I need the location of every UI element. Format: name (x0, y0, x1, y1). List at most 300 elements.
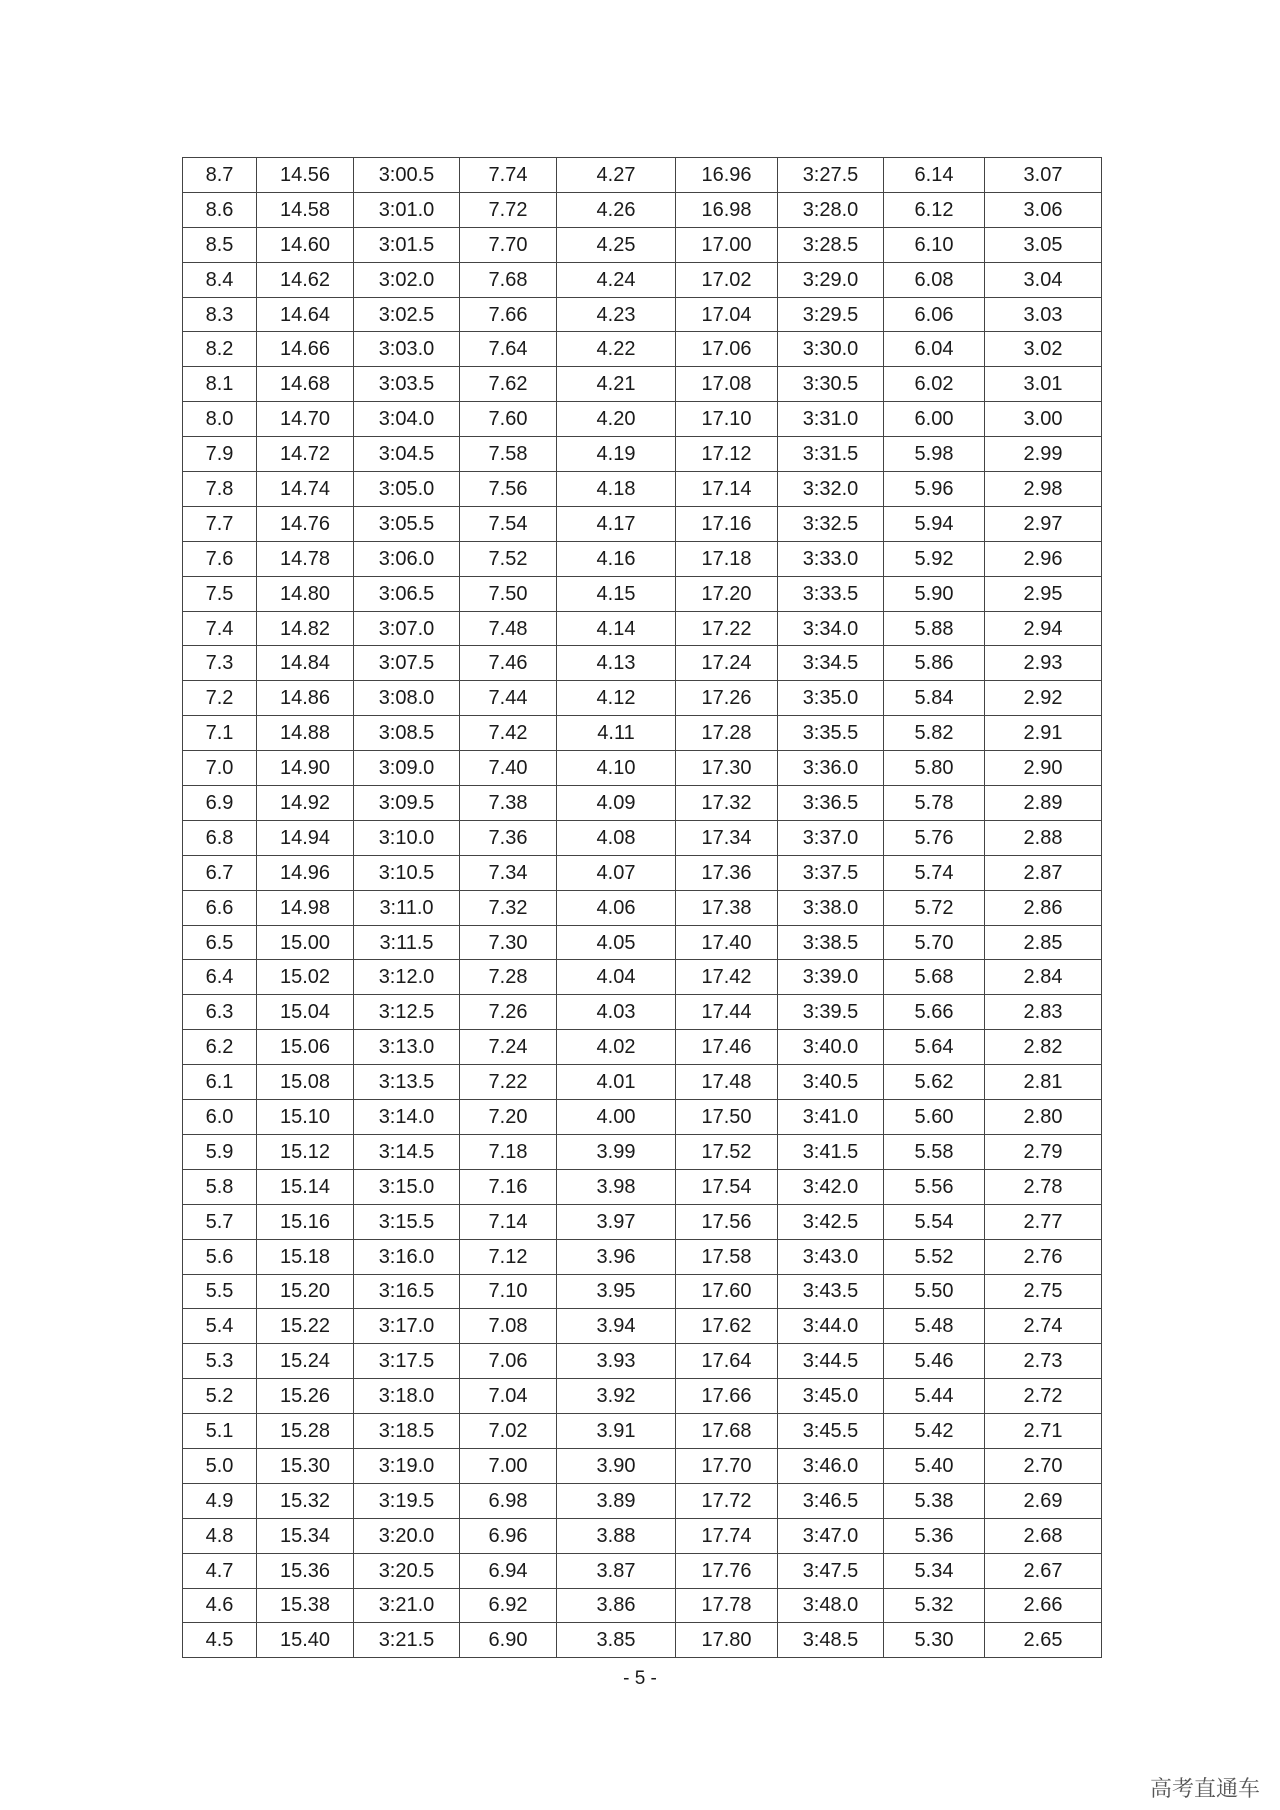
table-cell: 2.70 (985, 1448, 1102, 1483)
table-cell: 14.56 (257, 158, 354, 193)
table-row (183, 1414, 1102, 1449)
table-cell: 3:33.5 (778, 576, 884, 611)
table-cell: 3:40.0 (778, 1030, 884, 1065)
table-cell: 3.01 (985, 367, 1102, 402)
table-cell: 6.12 (884, 192, 985, 227)
table-cell: 3:07.5 (354, 646, 460, 681)
table-cell: 4.11 (557, 716, 676, 751)
table-cell: 5.96 (884, 472, 985, 507)
table-cell: 7.36 (460, 820, 557, 855)
table-cell: 6.96 (460, 1518, 557, 1553)
table-cell: 7.72 (460, 192, 557, 227)
table-row (183, 1204, 1102, 1239)
table-cell: 5.84 (884, 681, 985, 716)
table-cell: 15.14 (257, 1169, 354, 1204)
table-cell: 5.66 (884, 995, 985, 1030)
table-cell: 3:47.5 (778, 1553, 884, 1588)
table-cell: 5.42 (884, 1414, 985, 1449)
table-cell: 15.12 (257, 1134, 354, 1169)
table-cell: 6.10 (884, 227, 985, 262)
table-row (183, 332, 1102, 367)
table-cell: 3:20.5 (354, 1553, 460, 1588)
table-cell: 3.87 (557, 1553, 676, 1588)
table-cell: 4.12 (557, 681, 676, 716)
table-cell: 2.74 (985, 1309, 1102, 1344)
table-cell: 17.18 (676, 541, 778, 576)
table-cell: 4.5 (183, 1623, 257, 1658)
table-cell: 4.20 (557, 402, 676, 437)
table-cell: 4.8 (183, 1518, 257, 1553)
table-cell: 5.64 (884, 1030, 985, 1065)
table-cell: 3:37.0 (778, 820, 884, 855)
table-cell: 2.84 (985, 960, 1102, 995)
table-cell: 3:41.0 (778, 1100, 884, 1135)
table-cell: 17.20 (676, 576, 778, 611)
table-row (183, 437, 1102, 472)
table-cell: 5.40 (884, 1448, 985, 1483)
table-cell: 3:29.5 (778, 297, 884, 332)
table-cell: 5.60 (884, 1100, 985, 1135)
table-cell: 15.00 (257, 925, 354, 960)
table-cell: 2.73 (985, 1344, 1102, 1379)
table-cell: 8.1 (183, 367, 257, 402)
table-cell: 3:35.0 (778, 681, 884, 716)
table-cell: 4.07 (557, 855, 676, 890)
table-cell: 17.22 (676, 611, 778, 646)
table-cell: 7.70 (460, 227, 557, 262)
table-cell: 2.67 (985, 1553, 1102, 1588)
table-cell: 3:39.5 (778, 995, 884, 1030)
table-cell: 15.04 (257, 995, 354, 1030)
table-cell: 7.22 (460, 1065, 557, 1100)
table-cell: 2.89 (985, 786, 1102, 821)
table-cell: 3.04 (985, 262, 1102, 297)
table-cell: 2.81 (985, 1065, 1102, 1100)
table-row (183, 786, 1102, 821)
table-row (183, 158, 1102, 193)
table-cell: 7.44 (460, 681, 557, 716)
table-cell: 3:14.5 (354, 1134, 460, 1169)
table-cell: 14.62 (257, 262, 354, 297)
table-row (183, 402, 1102, 437)
table-row (183, 1065, 1102, 1100)
table-row (183, 995, 1102, 1030)
table-cell: 8.0 (183, 402, 257, 437)
table-cell: 5.58 (884, 1134, 985, 1169)
table-cell: 17.78 (676, 1588, 778, 1623)
table-cell: 7.46 (460, 646, 557, 681)
table-cell: 5.7 (183, 1204, 257, 1239)
table-cell: 2.85 (985, 925, 1102, 960)
table-cell: 3:43.0 (778, 1239, 884, 1274)
table-cell: 2.77 (985, 1204, 1102, 1239)
table-cell: 3:12.0 (354, 960, 460, 995)
table-cell: 4.17 (557, 506, 676, 541)
table-row (183, 1134, 1102, 1169)
table-cell: 7.02 (460, 1414, 557, 1449)
table-cell: 16.98 (676, 192, 778, 227)
table-cell: 7.24 (460, 1030, 557, 1065)
table-cell: 17.38 (676, 890, 778, 925)
table-cell: 3:47.0 (778, 1518, 884, 1553)
table-cell: 7.2 (183, 681, 257, 716)
table-cell: 7.42 (460, 716, 557, 751)
table-cell: 14.76 (257, 506, 354, 541)
table-cell: 2.86 (985, 890, 1102, 925)
table-cell: 3:04.0 (354, 402, 460, 437)
table-cell: 6.3 (183, 995, 257, 1030)
table-cell: 14.90 (257, 751, 354, 786)
table-cell: 3:29.0 (778, 262, 884, 297)
table-cell: 7.58 (460, 437, 557, 472)
table-cell: 6.04 (884, 332, 985, 367)
table-cell: 17.08 (676, 367, 778, 402)
table-cell: 7.04 (460, 1379, 557, 1414)
table-cell: 3:41.5 (778, 1134, 884, 1169)
table-cell: 2.65 (985, 1623, 1102, 1658)
table-cell: 3:45.5 (778, 1414, 884, 1449)
table-cell: 2.78 (985, 1169, 1102, 1204)
table-cell: 5.82 (884, 716, 985, 751)
table-cell: 17.40 (676, 925, 778, 960)
table-cell: 17.28 (676, 716, 778, 751)
table-cell: 3.07 (985, 158, 1102, 193)
table-cell: 17.80 (676, 1623, 778, 1658)
table-cell: 17.66 (676, 1379, 778, 1414)
table-cell: 3:06.0 (354, 541, 460, 576)
table-cell: 3:37.5 (778, 855, 884, 890)
table-cell: 3:30.0 (778, 332, 884, 367)
table-cell: 17.46 (676, 1030, 778, 1065)
table-cell: 5.50 (884, 1274, 985, 1309)
table-cell: 4.15 (557, 576, 676, 611)
table-cell: 17.34 (676, 820, 778, 855)
table-cell: 5.62 (884, 1065, 985, 1100)
table-cell: 17.50 (676, 1100, 778, 1135)
table-cell: 14.86 (257, 681, 354, 716)
table-cell: 7.14 (460, 1204, 557, 1239)
table-cell: 7.62 (460, 367, 557, 402)
table-cell: 2.96 (985, 541, 1102, 576)
table-cell: 7.7 (183, 506, 257, 541)
table-row (183, 855, 1102, 890)
table-row (183, 506, 1102, 541)
table-cell: 15.32 (257, 1483, 354, 1518)
table-cell: 2.92 (985, 681, 1102, 716)
table-cell: 4.19 (557, 437, 676, 472)
table-cell: 17.74 (676, 1518, 778, 1553)
table-cell: 7.56 (460, 472, 557, 507)
table-cell: 14.98 (257, 890, 354, 925)
table-row (183, 1274, 1102, 1309)
table-cell: 3:13.0 (354, 1030, 460, 1065)
table-cell: 3:08.0 (354, 681, 460, 716)
table-cell: 5.76 (884, 820, 985, 855)
table-cell: 15.10 (257, 1100, 354, 1135)
table-cell: 3:18.0 (354, 1379, 460, 1414)
table-cell: 5.38 (884, 1483, 985, 1518)
table-cell: 4.04 (557, 960, 676, 995)
table-row (183, 297, 1102, 332)
table-cell: 3:32.0 (778, 472, 884, 507)
table-cell: 3:08.5 (354, 716, 460, 751)
table-cell: 14.84 (257, 646, 354, 681)
table-cell: 3.89 (557, 1483, 676, 1518)
table-cell: 17.32 (676, 786, 778, 821)
table-cell: 17.58 (676, 1239, 778, 1274)
table-cell: 4.7 (183, 1553, 257, 1588)
table-cell: 3.91 (557, 1414, 676, 1449)
table-cell: 17.72 (676, 1483, 778, 1518)
table-cell: 7.66 (460, 297, 557, 332)
table-cell: 4.16 (557, 541, 676, 576)
table-cell: 14.88 (257, 716, 354, 751)
table-cell: 3:38.0 (778, 890, 884, 925)
table-cell: 3:21.0 (354, 1588, 460, 1623)
table-cell: 3.97 (557, 1204, 676, 1239)
table-cell: 7.3 (183, 646, 257, 681)
table-cell: 15.28 (257, 1414, 354, 1449)
table-cell: 17.44 (676, 995, 778, 1030)
table-cell: 4.10 (557, 751, 676, 786)
table-cell: 7.54 (460, 506, 557, 541)
table-row (183, 227, 1102, 262)
table-cell: 2.75 (985, 1274, 1102, 1309)
table-cell: 3.90 (557, 1448, 676, 1483)
table-cell: 3:46.5 (778, 1483, 884, 1518)
table-cell: 5.6 (183, 1239, 257, 1274)
table-cell: 7.30 (460, 925, 557, 960)
table-cell: 3:12.5 (354, 995, 460, 1030)
table-cell: 15.02 (257, 960, 354, 995)
table-cell: 3:36.5 (778, 786, 884, 821)
table-cell: 14.96 (257, 855, 354, 890)
table-cell: 7.50 (460, 576, 557, 611)
table-cell: 14.64 (257, 297, 354, 332)
table-row (183, 1100, 1102, 1135)
table-row (183, 1483, 1102, 1518)
table-cell: 14.68 (257, 367, 354, 402)
table-cell: 17.48 (676, 1065, 778, 1100)
table-cell: 14.82 (257, 611, 354, 646)
table-cell: 5.94 (884, 506, 985, 541)
table-cell: 2.71 (985, 1414, 1102, 1449)
table-cell: 8.6 (183, 192, 257, 227)
table-cell: 15.08 (257, 1065, 354, 1100)
table-cell: 2.88 (985, 820, 1102, 855)
table-cell: 5.3 (183, 1344, 257, 1379)
table-cell: 4.06 (557, 890, 676, 925)
table-cell: 17.42 (676, 960, 778, 995)
table-cell: 5.98 (884, 437, 985, 472)
table-cell: 3:00.5 (354, 158, 460, 193)
table-cell: 3:18.5 (354, 1414, 460, 1449)
table-cell: 2.66 (985, 1588, 1102, 1623)
table-cell: 7.5 (183, 576, 257, 611)
table-cell: 17.64 (676, 1344, 778, 1379)
table-cell: 7.28 (460, 960, 557, 995)
table-row (183, 611, 1102, 646)
table-cell: 3:13.5 (354, 1065, 460, 1100)
table-cell: 3:30.5 (778, 367, 884, 402)
table-cell: 7.40 (460, 751, 557, 786)
table-cell: 3:10.0 (354, 820, 460, 855)
table-cell: 3.94 (557, 1309, 676, 1344)
table-row (183, 1553, 1102, 1588)
table-cell: 17.12 (676, 437, 778, 472)
table-cell: 6.6 (183, 890, 257, 925)
table-cell: 17.26 (676, 681, 778, 716)
table-cell: 5.48 (884, 1309, 985, 1344)
table-cell: 3:17.0 (354, 1309, 460, 1344)
table-cell: 7.8 (183, 472, 257, 507)
table-cell: 17.76 (676, 1553, 778, 1588)
table-row (183, 751, 1102, 786)
table-cell: 4.01 (557, 1065, 676, 1100)
table-cell: 7.52 (460, 541, 557, 576)
table-cell: 3:02.5 (354, 297, 460, 332)
table-row (183, 576, 1102, 611)
table-cell: 17.00 (676, 227, 778, 262)
table-row (183, 1344, 1102, 1379)
score-table (182, 157, 1102, 1658)
table-row (183, 1588, 1102, 1623)
table-cell: 3:48.0 (778, 1588, 884, 1623)
table-cell: 3.05 (985, 227, 1102, 262)
table-row (183, 1030, 1102, 1065)
table-cell: 4.24 (557, 262, 676, 297)
table-cell: 15.26 (257, 1379, 354, 1414)
table-cell: 7.06 (460, 1344, 557, 1379)
table-cell: 2.68 (985, 1518, 1102, 1553)
table-cell: 7.12 (460, 1239, 557, 1274)
table-row (183, 367, 1102, 402)
table-cell: 17.06 (676, 332, 778, 367)
table-cell: 3.99 (557, 1134, 676, 1169)
table-cell: 5.90 (884, 576, 985, 611)
table-cell: 14.74 (257, 472, 354, 507)
table-cell: 3:03.5 (354, 367, 460, 402)
table-cell: 3.03 (985, 297, 1102, 332)
table-cell: 14.94 (257, 820, 354, 855)
table-cell: 17.68 (676, 1414, 778, 1449)
table-row (183, 1518, 1102, 1553)
table-cell: 17.62 (676, 1309, 778, 1344)
table-cell: 3:19.0 (354, 1448, 460, 1483)
table-cell: 7.38 (460, 786, 557, 821)
table-cell: 15.22 (257, 1309, 354, 1344)
table-cell: 3:16.5 (354, 1274, 460, 1309)
table-cell: 3:03.0 (354, 332, 460, 367)
table-cell: 4.02 (557, 1030, 676, 1065)
table-cell: 14.58 (257, 192, 354, 227)
table-cell: 3:34.0 (778, 611, 884, 646)
table-cell: 15.40 (257, 1623, 354, 1658)
table-cell: 4.18 (557, 472, 676, 507)
table-cell: 3:32.5 (778, 506, 884, 541)
table-cell: 3:09.5 (354, 786, 460, 821)
table-cell: 7.74 (460, 158, 557, 193)
table-cell: 5.68 (884, 960, 985, 995)
table-cell: 5.36 (884, 1518, 985, 1553)
table-cell: 3.02 (985, 332, 1102, 367)
table-cell: 3.98 (557, 1169, 676, 1204)
table-cell: 7.34 (460, 855, 557, 890)
table-cell: 15.16 (257, 1204, 354, 1239)
table-cell: 7.18 (460, 1134, 557, 1169)
table-row (183, 890, 1102, 925)
table-cell: 4.26 (557, 192, 676, 227)
table-cell: 6.8 (183, 820, 257, 855)
table-cell: 6.94 (460, 1553, 557, 1588)
table-cell: 3:09.0 (354, 751, 460, 786)
table-cell: 14.72 (257, 437, 354, 472)
table-cell: 5.5 (183, 1274, 257, 1309)
table-cell: 3.88 (557, 1518, 676, 1553)
table-cell: 5.92 (884, 541, 985, 576)
table-cell: 3:10.5 (354, 855, 460, 890)
table-cell: 5.74 (884, 855, 985, 890)
table-cell: 6.14 (884, 158, 985, 193)
table-row (183, 960, 1102, 995)
table-cell: 4.6 (183, 1588, 257, 1623)
table-cell: 3:48.5 (778, 1623, 884, 1658)
table-cell: 3:35.5 (778, 716, 884, 751)
table-cell: 7.08 (460, 1309, 557, 1344)
table-cell: 3.93 (557, 1344, 676, 1379)
table-cell: 4.09 (557, 786, 676, 821)
table-cell: 16.96 (676, 158, 778, 193)
table-cell: 3.95 (557, 1274, 676, 1309)
table-cell: 3:44.5 (778, 1344, 884, 1379)
table-cell: 7.20 (460, 1100, 557, 1135)
table-cell: 3:11.0 (354, 890, 460, 925)
table-cell: 17.16 (676, 506, 778, 541)
table-cell: 2.80 (985, 1100, 1102, 1135)
table-cell: 17.10 (676, 402, 778, 437)
table-cell: 2.99 (985, 437, 1102, 472)
table-cell: 3:16.0 (354, 1239, 460, 1274)
table-cell: 3:40.5 (778, 1065, 884, 1100)
table-cell: 6.08 (884, 262, 985, 297)
table-cell: 3.06 (985, 192, 1102, 227)
table-row (183, 1239, 1102, 1274)
table-cell: 17.70 (676, 1448, 778, 1483)
table-cell: 3:11.5 (354, 925, 460, 960)
table-cell: 15.30 (257, 1448, 354, 1483)
table-cell: 4.08 (557, 820, 676, 855)
table-row (183, 262, 1102, 297)
table-cell: 3:44.0 (778, 1309, 884, 1344)
table-cell: 5.2 (183, 1379, 257, 1414)
table-cell: 6.90 (460, 1623, 557, 1658)
table-cell: 3:04.5 (354, 437, 460, 472)
table-cell: 15.34 (257, 1518, 354, 1553)
table-cell: 6.7 (183, 855, 257, 890)
table-cell: 15.06 (257, 1030, 354, 1065)
table-cell: 6.92 (460, 1588, 557, 1623)
table-cell: 2.93 (985, 646, 1102, 681)
table-cell: 5.32 (884, 1588, 985, 1623)
table-cell: 2.72 (985, 1379, 1102, 1414)
table-cell: 4.23 (557, 297, 676, 332)
table-cell: 5.8 (183, 1169, 257, 1204)
table-cell: 3:42.5 (778, 1204, 884, 1239)
table-cell: 6.98 (460, 1483, 557, 1518)
table-cell: 7.32 (460, 890, 557, 925)
table-cell: 2.69 (985, 1483, 1102, 1518)
table-cell: 8.5 (183, 227, 257, 262)
